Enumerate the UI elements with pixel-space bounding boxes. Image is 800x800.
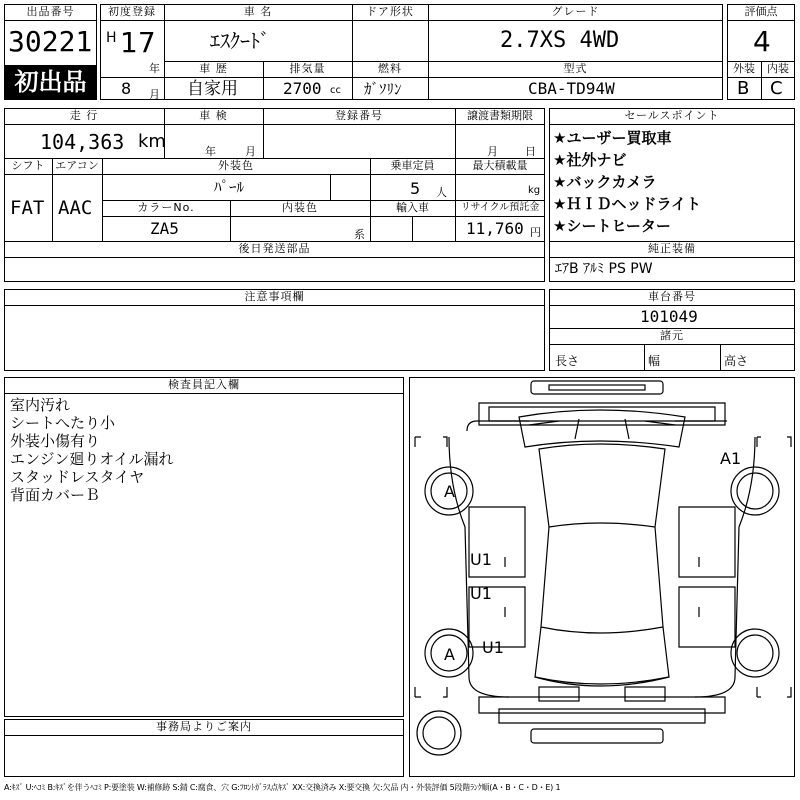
displacement-value: 2700 (283, 79, 322, 98)
inspector-note: エンジン廻りオイル漏れ (10, 450, 174, 468)
lot-label: 出品番号 (26, 5, 75, 18)
registration-label: 初度登録 (108, 5, 156, 18)
mileage-unit: km (138, 131, 166, 152)
load-unit: kg (528, 185, 541, 196)
inspection-label: 車 検 (199, 109, 228, 122)
interior-score: C (770, 78, 783, 99)
chassis-label: 車台番号 (648, 290, 696, 303)
recycle-unit: 円 (530, 226, 541, 239)
sales-point-item: ★社外ナビ (553, 151, 627, 169)
later-parts-label: 後日発送部品 (238, 242, 311, 255)
color-no-value: ZA5 (150, 219, 179, 238)
legend: A:ｷｽﾞ U:ﾍｺﾐ B:ｷｽﾞを伴うﾍｺﾐ P:要塗装 W:補修跡 S:錆 C:腐食、穴 G:ﾌﾛﾝﾄｶﾞﾗｽ点ｷｽﾞ XX:交換済み X:要交換 欠:欠品 内・外装評価 5段階ﾗﾝｸ順(A・B・C・D・E) 1 (4, 783, 561, 792)
recycle-label: リサイクル預託金 (460, 202, 540, 213)
color-no-label: カラーNo. (137, 201, 195, 214)
shift-label: シフト (11, 159, 45, 172)
interior-score-label: 内装 (767, 62, 789, 75)
specs-width-label: 幅 (648, 354, 661, 368)
load-label: 最大積載量 (472, 159, 528, 172)
transfer-label: 譲渡書類期限 (467, 109, 533, 122)
inspector-notes (10, 396, 174, 504)
damage-mark: U1 (482, 638, 504, 657)
specs-height-label: 高さ (724, 354, 749, 368)
interior-color-unit: 系 (354, 228, 365, 241)
lot-number: 30221 (8, 25, 93, 58)
grade-label: グレード (551, 5, 600, 18)
registration-month-unit: 月 (149, 88, 160, 101)
sales-points-label: セールスポイント (624, 109, 720, 122)
specs-label: 諸元 (660, 329, 684, 342)
inspection-year-unit: 年 (205, 145, 216, 158)
inspector-note: 背面カバーＢ (10, 486, 101, 504)
inspection-month-unit: 月 (245, 145, 256, 158)
office-label: 事務局よりご案内 (156, 720, 252, 733)
ac-value: AAC (58, 197, 93, 219)
inspector-label: 検査員記入欄 (168, 378, 240, 391)
first-listing-badge: 初出品 (5, 65, 96, 99)
recycle-value: 11,760 (466, 219, 524, 238)
capacity-label: 乗車定員 (390, 159, 435, 172)
exterior-score-label: 外装 (733, 62, 755, 75)
sales-point-item: ★バックカメラ (553, 173, 657, 191)
sales-point-item: ★シートヒーター (553, 217, 671, 235)
fuel-label: 燃料 (378, 62, 402, 75)
damage-mark: A (444, 645, 455, 664)
shift-value: FAT (10, 197, 45, 219)
damage-mark: A (444, 482, 455, 501)
import-label: 輸入車 (396, 201, 429, 214)
mileage-value: 104,363 (40, 130, 125, 154)
score-overall: 4 (753, 25, 771, 58)
capacity-value: 5 (410, 179, 421, 198)
damage-mark: U1 (470, 584, 492, 603)
transfer-month-unit: 月 (487, 145, 498, 158)
exterior-color-value: ﾊﾟｰﾙ (214, 178, 245, 196)
genuine-equipment-value: ｴｱB ｱﾙﾐ PS PW (555, 261, 653, 277)
genuine-equipment-label: 純正装備 (648, 242, 696, 255)
grade-value: 2.7XS 4WD (500, 28, 620, 53)
history-label: 車 歴 (199, 62, 228, 75)
exterior-score: B (737, 78, 750, 99)
damage-mark: U1 (470, 550, 492, 569)
sales-point-item: ★ＨＩＤヘッドライト (553, 195, 701, 213)
registration-month: 8 (121, 79, 132, 98)
car-name: ｴｽｸｰﾄﾞ (210, 29, 270, 53)
car-name-label: 車 名 (243, 5, 273, 18)
transfer-day-unit: 日 (525, 145, 536, 158)
mileage-label: 走 行 (69, 109, 99, 122)
ac-label: エアコン (55, 159, 99, 172)
plate-label: 登録番号 (335, 109, 383, 122)
model-label: 型式 (563, 62, 588, 75)
displacement-label: 排気量 (289, 62, 326, 75)
specs-length-label: 長さ (555, 354, 580, 368)
history-value: 自家用 (187, 79, 238, 99)
car-diagram (409, 377, 795, 777)
door-label: ドア形状 (366, 5, 414, 18)
model-value: CBA-TD94W (528, 79, 615, 98)
capacity-unit: 人 (436, 186, 447, 199)
interior-color-label: 内装色 (282, 201, 318, 214)
inspector-note: シートへたり小 (10, 414, 116, 432)
displacement-unit: cc (330, 85, 341, 96)
damage-mark: A1 (720, 449, 742, 468)
exterior-color-label: 外装色 (218, 159, 254, 172)
caution-label: 注意事項欄 (244, 290, 305, 303)
inspector-note: スタッドレスタイヤ (10, 468, 145, 486)
inspector-note: 室内汚れ (10, 396, 71, 414)
fuel-value: ｶﾞｿﾘﾝ (364, 80, 402, 98)
registration-year: 17 (120, 26, 156, 59)
registration-era: H (106, 30, 117, 46)
sales-point-item: ★ユーザー買取車 (553, 129, 672, 147)
inspector-note: 外装小傷有り (10, 432, 101, 450)
chassis-value: 101049 (640, 307, 698, 326)
registration-year-unit: 年 (149, 62, 160, 75)
score-label: 評価点 (744, 5, 778, 18)
sales-points-list (553, 127, 701, 237)
